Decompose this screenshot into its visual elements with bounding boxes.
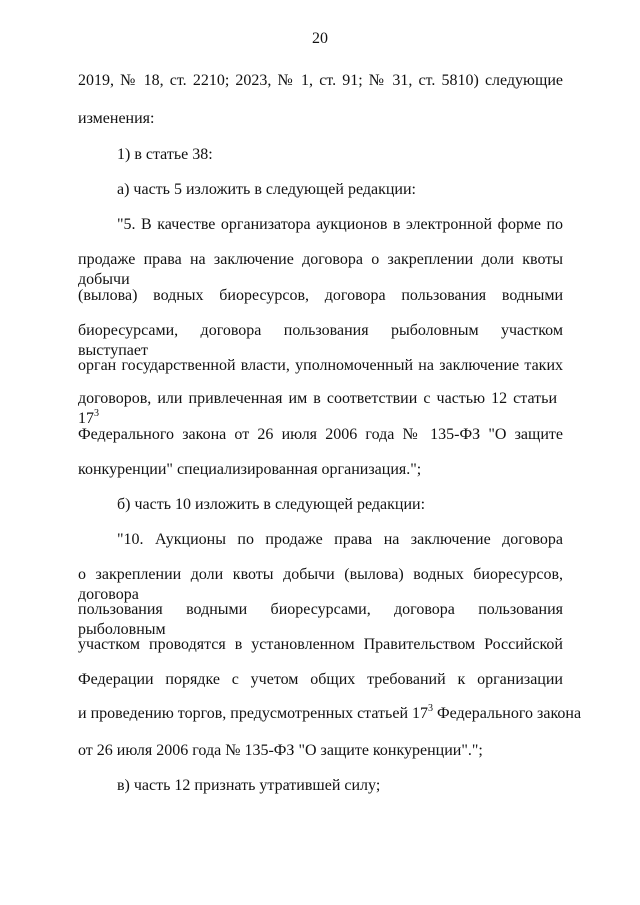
line-text: в) часть 12 признать утратившей силу; bbox=[117, 777, 381, 794]
line-text: б) часть 10 изложить в следующей редакции: bbox=[117, 496, 426, 513]
text-line bbox=[117, 776, 380, 796]
line-text: участком проводятся в установленном Правительством Российской bbox=[78, 636, 563, 653]
text-line bbox=[78, 109, 154, 129]
text-line bbox=[78, 460, 421, 480]
text-line bbox=[78, 425, 563, 445]
text-line bbox=[78, 565, 563, 605]
line-text: о закреплении доли квоты добычи (вылова) водных биоресурсов, договора bbox=[78, 566, 563, 603]
line-text: (вылова) водных биоресурсов, договора пользования водными bbox=[78, 287, 563, 304]
line-text: орган государственной власти, уполномоченный на заключение таких bbox=[78, 357, 563, 374]
line-text: конкуренции" специализированная организация."; bbox=[78, 461, 422, 478]
line-text: биоресурсами, договора пользования рыболовным участком выступает bbox=[78, 322, 563, 359]
text-line bbox=[78, 670, 563, 690]
text-line bbox=[78, 71, 563, 91]
text-line bbox=[78, 286, 563, 306]
text-line bbox=[78, 741, 483, 761]
text-line bbox=[78, 389, 557, 429]
line-text: Федерации порядке с учетом общих требований к организации bbox=[78, 671, 563, 688]
line-text: договоров, или привлеченная им в соответствии с частью 12 статьи 17 bbox=[78, 390, 557, 427]
page-number: 20 bbox=[312, 30, 328, 47]
text-line bbox=[78, 704, 581, 724]
line-text: продаже права на заключение договора о закреплении доли квоты добычи bbox=[78, 251, 563, 288]
line-text: от 26 июля 2006 года № 135-ФЗ "О защите конкуренции"."; bbox=[78, 742, 483, 759]
line-text: Федерального закона от 26 июля 2006 года № 135-ФЗ "О защите bbox=[78, 426, 563, 443]
line-text: а) часть 5 изложить в следующей редакции: bbox=[117, 181, 416, 198]
text-line bbox=[117, 215, 563, 235]
line-text: 2019, № 18, ст. 2210; 2023, № 1, ст. 91; № 31, ст. 5810) следующие bbox=[78, 72, 563, 89]
text-line bbox=[78, 250, 563, 290]
text-line bbox=[78, 356, 563, 376]
superscript: 3 bbox=[94, 408, 99, 419]
text-line bbox=[117, 145, 213, 165]
line-text: и проведению торгов, предусмотренных статьей 17 bbox=[78, 705, 428, 722]
text-line bbox=[78, 635, 563, 655]
text-line bbox=[117, 495, 425, 515]
line-text: изменения: bbox=[78, 110, 155, 127]
line-text: 1) в статье 38: bbox=[117, 146, 213, 163]
line-text: пользования водными биоресурсами, договора пользования рыболовным bbox=[78, 601, 563, 638]
superscript: 3 bbox=[428, 703, 433, 714]
text-line bbox=[78, 321, 563, 361]
line-text: "10. Аукционы по продаже права на заключение договора bbox=[117, 531, 563, 548]
text-line bbox=[117, 530, 563, 550]
line-text: "5. В качестве организатора аукционов в электронной форме по bbox=[117, 216, 563, 233]
text-line bbox=[117, 180, 416, 200]
line-text: Федерального закона bbox=[433, 705, 582, 722]
text-line bbox=[78, 600, 563, 640]
